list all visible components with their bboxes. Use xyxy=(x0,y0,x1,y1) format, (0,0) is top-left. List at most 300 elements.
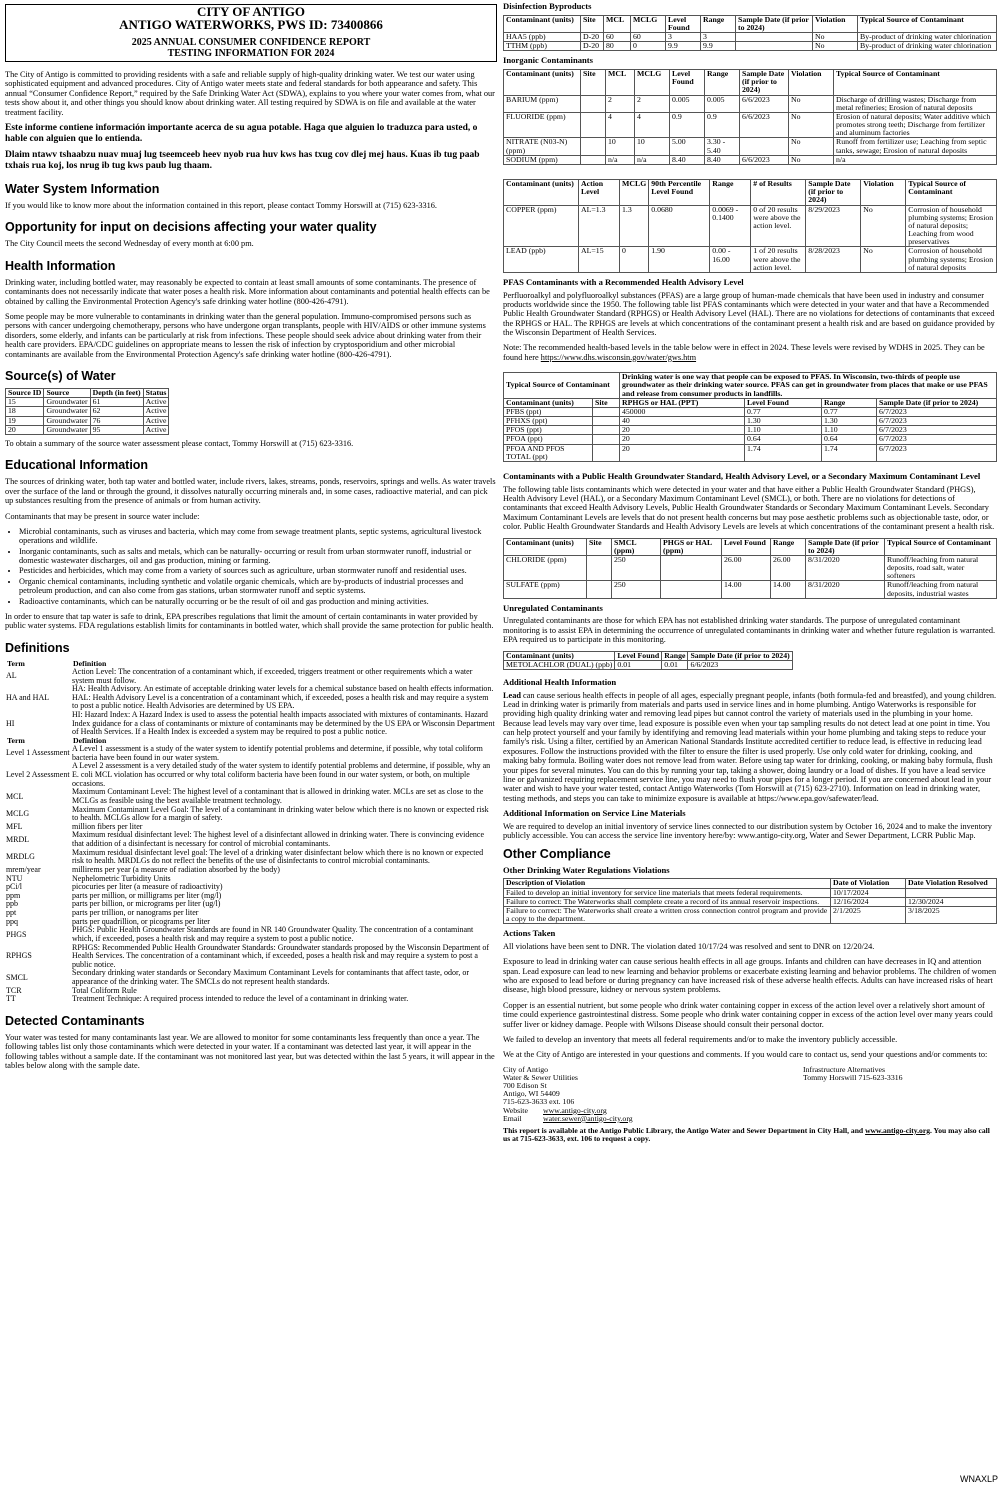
watermark: WNAXLP xyxy=(959,1473,998,1484)
column-header: Date of Violation xyxy=(831,879,906,888)
table-cell: 95 xyxy=(90,425,143,434)
table-cell: No xyxy=(789,138,834,155)
table-cell: 20 xyxy=(620,444,745,461)
inorganic-heading: Inorganic Contaminants xyxy=(503,55,594,66)
sources-note: To obtain a summary of the source water assessment please contact, Tommy Horswill at (715) 623-3316. xyxy=(5,438,354,448)
table-cell: 15 xyxy=(6,398,44,407)
lead-word: Lead xyxy=(503,690,521,700)
definition-row xyxy=(5,926,497,943)
disinfection-table xyxy=(503,15,997,52)
table-cell: By-product of drinking water chlorination xyxy=(858,42,997,51)
table-cell: 26.00 xyxy=(722,555,771,581)
table-cell: 6/6/2023 xyxy=(688,660,792,669)
table-cell: PFHXS (ppt) xyxy=(504,417,593,426)
table-cell: 61 xyxy=(90,398,143,407)
table-row xyxy=(504,138,997,155)
table-row xyxy=(504,906,997,923)
website-label: Website xyxy=(503,1105,528,1115)
table-cell: 60 xyxy=(604,33,631,42)
table-cell: 10 xyxy=(606,138,635,155)
table-cell: 8/28/2023 xyxy=(806,247,861,273)
table-cell: 0 xyxy=(631,42,666,51)
table-cell: No xyxy=(861,205,906,247)
table-cell: FLUORIDE (ppm) xyxy=(504,112,581,138)
column-header: Site xyxy=(581,15,604,32)
table-cell: 1.30 xyxy=(745,417,822,426)
table-cell: 0 of 20 results were above the action level. xyxy=(751,205,806,247)
table-cell: 1 of 20 results were above the action level. xyxy=(751,247,806,273)
table-cell: 19 xyxy=(6,416,44,425)
table-cell: 12/30/2024 xyxy=(906,897,997,906)
table-cell: 26.00 xyxy=(771,555,806,581)
table-cell: HAA5 (ppb) xyxy=(504,33,581,42)
definition-row xyxy=(5,685,497,711)
column-header: Level Found xyxy=(745,398,822,407)
water-system-text: If you would like to know more about the information contained in this report, please contact Tommy Horswill at (715) 623-3316. xyxy=(5,200,437,210)
footer-text-2: . You may also call us at 715-623-3633, ext. 106 to request a copy. xyxy=(503,1125,990,1144)
table-cell: 1.3 xyxy=(620,205,649,247)
email-link[interactable]: water.sewer@antigo-city.org xyxy=(543,1113,633,1123)
table-cell: 8/29/2023 xyxy=(806,205,861,247)
definition-row xyxy=(5,969,497,986)
table-row xyxy=(504,155,997,164)
water-system-heading: Water System Information xyxy=(5,181,160,196)
term-header: Term xyxy=(7,658,25,668)
table-cell: 1.10 xyxy=(822,426,877,435)
contact-block xyxy=(503,1066,997,1123)
table-cell xyxy=(740,138,789,155)
definition-text: parts per billion, or micrograms per liter (ug/l) xyxy=(72,899,221,909)
list-item: • Inorganic contaminants, such as salts and metals, which can be naturally- occurring or result from urban stormwater runoff, industrial or domestic wastewater discharges, oil and gas production, mining or farming. xyxy=(19,547,497,566)
lead-copper-table xyxy=(503,179,997,273)
definition-text: million fibers per liter xyxy=(72,821,143,831)
definition-header: Definition xyxy=(73,658,107,668)
inorganic-table xyxy=(503,69,997,165)
column-header: Site xyxy=(593,398,620,407)
table-cell xyxy=(593,426,620,435)
definition-text: Treatment Technique: A required process intended to reduce the level of a contaminant in drinking water. xyxy=(72,994,409,1004)
table-header-row xyxy=(504,651,793,660)
contact-line: 700 Edison St xyxy=(503,1081,547,1091)
column-header: Violation xyxy=(861,179,906,205)
column-header: MCLG xyxy=(631,15,666,32)
table-cell: 20 xyxy=(620,435,745,444)
table-cell: 8/31/2020 xyxy=(806,555,885,581)
table-cell: No xyxy=(813,42,858,51)
column-header: Level Found xyxy=(666,15,701,32)
violations-table xyxy=(503,878,997,924)
title-line-4: TESTING INFORMATION FOR 2024 xyxy=(167,48,335,59)
column-header: SMCL (ppm) xyxy=(612,538,661,555)
contact-line: City of Antigo xyxy=(503,1064,549,1074)
definition-term: ppt xyxy=(6,908,17,918)
table-cell: 3.30 - 5.40 xyxy=(705,138,740,155)
table-cell xyxy=(581,155,606,164)
table-cell: 0.005 xyxy=(670,95,705,112)
table-cell: Active xyxy=(143,416,169,425)
table-cell: 2 xyxy=(635,95,670,112)
table-cell: COPPER (ppm) xyxy=(504,205,579,247)
table-cell: Groundwater xyxy=(44,407,90,416)
table-cell: Runoff from fertilizer use; Leaching from septic tanks, sewage; Erosion of natural deposits xyxy=(834,138,997,155)
table-cell: 0.0680 xyxy=(649,205,710,247)
table-cell: Runoff/leaching from natural deposits, road salt, water softeners xyxy=(885,555,997,581)
table-cell: NITRATE (N03-N) (ppm) xyxy=(504,138,581,155)
table-header-row xyxy=(504,879,997,888)
definition-row xyxy=(5,995,497,1004)
table-cell: 6/7/2023 xyxy=(877,417,997,426)
table-cell: 8.40 xyxy=(670,155,705,164)
definition-term: MRDLG xyxy=(6,851,35,861)
table-cell: 1.10 xyxy=(745,426,822,435)
table-cell: 9.9 xyxy=(666,42,701,51)
column-header: Range xyxy=(701,15,736,32)
column-header: Violation xyxy=(813,15,858,32)
table-cell: Groundwater xyxy=(44,398,90,407)
right-column xyxy=(503,0,997,1150)
table-cell: 250 xyxy=(612,555,661,581)
column-header: Contaminant (units) xyxy=(504,538,587,555)
table-cell: 3 xyxy=(666,33,701,42)
table-cell: 80 xyxy=(604,42,631,51)
table-cell xyxy=(587,581,612,598)
table-cell: 1.74 xyxy=(822,444,877,461)
column-header: Date Violation Resolved xyxy=(906,879,997,888)
definition-text: Maximum Contaminant Level: The highest level of a contaminant that is allowed in drinking water. MCLs are set as close to the MCLGs as feasible using the best available treatment technology. xyxy=(72,787,484,805)
column-header: RPHGS or HAL (PPT) xyxy=(620,398,745,407)
table-cell xyxy=(906,888,997,897)
table-cell: No xyxy=(789,112,834,138)
definition-term: Level 1 Assessment xyxy=(6,748,70,758)
table-cell: PFOA (ppt) xyxy=(504,435,593,444)
column-header: Site xyxy=(581,70,606,96)
contact-left xyxy=(503,1066,803,1123)
table-cell: 0.77 xyxy=(745,407,822,416)
phgs-table xyxy=(503,538,997,599)
table-cell: D-20 xyxy=(581,42,604,51)
definition-text: A Level 2 assessment is a very detailed study of the water system to identify potential problems and determine, if possible, why an E. coli MCL violation has occurred or why total coliform bacteria have been found in our water system, or both, on multiple occasions. xyxy=(72,761,491,788)
definition-text: Maximum Contaminant Level Goal: The level of a contaminant in drinking water below which there is no known or expected risk to health. MCLGs allow for a margin of safety. xyxy=(72,804,489,823)
definitions-heading: Definitions xyxy=(5,640,70,655)
column-header: MCL xyxy=(606,70,635,96)
definition-term: mrem/year xyxy=(6,864,41,874)
table-cell: 8.40 xyxy=(705,155,740,164)
table-cell: 20 xyxy=(620,426,745,435)
table-cell xyxy=(581,138,606,155)
column-header: Sample Date (if prior to 2024) xyxy=(806,179,861,205)
table-cell: 0.9 xyxy=(705,112,740,138)
column-header: Sample Date (if prior to 2024) xyxy=(806,538,885,555)
health-paragraph-2: Some people may be more vulnerable to contaminants in drinking water than the general population. Immuno-compromised persons such as persons with cancer undergoing chemotherapy, persons who have undergone organ transplants, people with HIV/AIDS or other immune systems disorders, some elderly, and infants can be particularly at risk from infections. These people should seek advice about drinking water from their health care providers. EPA/CDC guidelines on appropriate means to lessen the risk of infection by cryptosporidium and other microbial contaminants are available from the Environmental Protection Agency's safe drinking water hotline (800-426-4791). xyxy=(5,312,486,359)
table-cell: AL=1.3 xyxy=(579,205,620,247)
table-cell xyxy=(661,581,722,598)
pfas-paragraph-2 xyxy=(503,343,997,362)
table-cell: Active xyxy=(143,398,169,407)
table-cell: 10 xyxy=(635,138,670,155)
definition-row xyxy=(5,849,497,866)
unregulated-table xyxy=(503,651,793,670)
definition-row xyxy=(5,788,497,805)
column-header: Contaminant (units) xyxy=(504,15,581,32)
pfas-paragraph-1: Perfluoroalkyl and polyfluoroalkyl substances (PFAS) are a large group of human-made chemicals that have been used in industry and consumer products worldwide since the 1950. The following table list PFAS contaminants which were detected in your water and that have a Recommended Public Health Groundwater Standard (RPHGS) or Health Advisory Level (HAL). There are no violations for detections of contaminants that exceed the RPHGS or HAL. The RPHGS are levels at which concentrations of the contaminant present a health risk and are based on guidance provided by the Wisconsin Department of Health Services. xyxy=(503,290,995,338)
table-cell: 14.00 xyxy=(722,581,771,598)
definition-text: HA: Health Advisory. An estimate of acceptable drinking water levels for a chemical substance based on health effects information. HAL: Health Advisory Level is a concentration of a contaminant which, if exceeded, poses a health risk and may require a system to post a public notice. Health Advisories are determined by US EPA. xyxy=(72,684,494,711)
table-row xyxy=(6,416,169,425)
phgs-text: The following table lists contaminants which were detected in your water and that have either a Public Health Groundwater Standard (PHGS), Health Advisory Level (HAL), or a Secondary Maximum Contaminant Level (SMCL), or both. There are no violations for detections of contaminants that exceed Health Advisory Levels, Public Health Groundwater Standards or Secondary Maximum Contaminant Levels. Secondary Maximum Contaminant Levels are levels that do not present health concerns but may pose aesthetic problems such as objectionable taste, odor, or color. Public Health Groundwater Standards and Health Advisory Levels are levels at which concentrations of the contaminant present a health risk. xyxy=(503,484,995,532)
table-cell: No xyxy=(789,95,834,112)
table-cell: Failed to develop an initial inventory for service line materials that meets federal requirements. xyxy=(504,888,831,897)
definition-row xyxy=(5,944,497,970)
table-cell: 1.90 xyxy=(649,247,710,273)
column-header: Contaminant (units) xyxy=(504,398,593,407)
table-cell: 20 xyxy=(6,425,44,434)
table-cell: Corrosion of household plumbing systems; Erosion of natural deposits xyxy=(906,247,997,273)
definition-term: MCLG xyxy=(6,808,30,818)
table-cell: Failure to correct: The Waterworks shall complete create a record of its annual reservoir inspections. xyxy=(504,897,831,906)
column-header: PHGS or HAL (ppm) xyxy=(661,538,722,555)
definition-term: MRDL xyxy=(6,834,30,844)
table-row xyxy=(6,425,169,434)
table-cell: 0.0069 - 0.1400 xyxy=(710,205,751,247)
actions-paragraph-1: All violations have been sent to DNR. The violation dated 10/17/24 was resolved and sent to DNR on 12/20/24. xyxy=(503,941,875,951)
educational-heading: Educational Information xyxy=(5,458,149,473)
website-link[interactable]: www.antigo-city.org xyxy=(543,1105,607,1115)
title-line-3: 2025 ANNUAL CONSUMER CONFIDENCE REPORT xyxy=(131,37,371,48)
table-cell: No xyxy=(861,247,906,273)
column-header: Typical Source of Contaminant xyxy=(834,70,997,96)
table-cell: 62 xyxy=(90,407,143,416)
table-cell: TTHM (ppb) xyxy=(504,42,581,51)
table-cell: 60 xyxy=(631,33,666,42)
service-line-text: We are required to develop an initial inventory of service lines connected to our distribution system by October 16, 2024 and to make the inventory publicly accessible. You can access the service line inventory here/by: www.antigo-city.org, Water and Sewer Department, LCRR Public Map. xyxy=(503,821,992,841)
contact-right xyxy=(803,1066,997,1123)
dhs-link[interactable]: https://www.dhs.wisconsin.gov/water/gws.htm xyxy=(540,352,697,362)
term-header: Term xyxy=(7,735,25,745)
definition-term: pCi/l xyxy=(6,882,23,892)
definition-text: A Level 1 assessment is a study of the water system to identify potential problems and determine, if possible, why total coliform bacteria have been found in our water system. xyxy=(72,744,483,762)
pfas-source-row xyxy=(504,373,997,399)
table-cell xyxy=(736,42,813,51)
list-item: • Organic chemical contaminants, including synthetic and volatile organic chemicals, which are by-products of industrial processes and petroleum production, and can also come from gas stations, urban stormwater runoff and septic systems. xyxy=(19,577,497,596)
column-header: Source xyxy=(44,389,90,398)
table-row xyxy=(504,205,997,247)
definition-term: Level 2 Assessment xyxy=(6,770,70,780)
pfas-source-text: Drinking water is one way that people can be exposed to PFAS. In Wisconsin, two-thirds of people use groundwater as their drinking water source. PFAS can get in groundwater from places that make or use PFAS and release from consumer products in landfills. xyxy=(620,373,997,399)
table-row xyxy=(6,407,169,416)
table-row xyxy=(504,435,997,444)
unregulated-heading: Unregulated Contaminants xyxy=(503,602,603,613)
column-header: # of Results xyxy=(751,179,806,205)
definition-row xyxy=(5,668,497,685)
definition-row xyxy=(5,762,497,788)
definition-term: TT xyxy=(6,994,16,1004)
email-label: Email xyxy=(503,1113,522,1123)
table-cell: 6/6/2023 xyxy=(740,112,789,138)
column-header: Typical Source of Contaminant xyxy=(885,538,997,555)
table-cell: 1.74 xyxy=(745,444,822,461)
column-header: Description of Violation xyxy=(504,879,831,888)
column-header: Range xyxy=(771,538,806,555)
email-row xyxy=(503,1115,803,1123)
table-cell: 6/7/2023 xyxy=(877,407,997,416)
table-cell xyxy=(593,417,620,426)
table-header-row xyxy=(504,398,997,407)
lead-info-text: can cause serious health effects in people of all ages, especially pregnant people, infants (both formula-fed and breastfed), and young children. Lead in drinking water is primarily from materials and parts used in service lines and in home plumbing. Antigo Waterworks is responsible for providing high quality drinking water and removing lead pipes but cannot control the variety of materials used in the plumbing in your home. Because lead levels may vary over time, lead exposure is possible even when your tap sampling results do not detect lead at one point in time. You can help protect yourself and your family by identifying and removing lead materials within your home plumbing and taking steps to reduce your family's risk. Using a filter, certified by an American National Standards Institute accredited certifier to reduce lead, is effective in reducing lead exposures. Follow the instructions provided with the filter to ensure the filter is used properly. Use only cold water for drinking, cooking, and making baby formula. Boiling water does not remove lead from water. Before using tap water for drinking, cooking, or making baby formula, flush your pipes for several minutes. You can do this by running your tap, taking a shower, doing laundry or a load of dishes. If you have a lead service line or galvanized requiring replacement service line, you may need to flush your pipes for a longer period. If you are concerned about lead in your water and wish to have your water tested, contact Antigo Waterworks (Tom Horswill at (715) 623-2710). Information on lead in drinking water, testing methods, and steps you can take to minimize exposure is available at https://www.epa.gov/safewater/lead. xyxy=(503,690,997,803)
table-cell xyxy=(587,555,612,581)
column-header: Action Level xyxy=(579,179,620,205)
table-cell: BARIUM (ppm) xyxy=(504,95,581,112)
definition-term: HI xyxy=(6,718,15,728)
definition-text: parts per million, or milligrams per liter (mg/l) xyxy=(72,890,222,900)
table-cell: 10/17/2024 xyxy=(831,888,906,897)
table-cell: PFOS (ppt) xyxy=(504,426,593,435)
definition-term: RPHGS xyxy=(6,951,32,961)
actions-paragraph-3: Copper is an essential nutrient, but some people who drink water containing copper in excess of the action level over a relatively short amount of time could experience gastrointestinal distress. Some people who drink water containing copper in excess of the action level over many years could suffer liver or kidney damage. People with Wilsons Disease should consult their personal doctor. xyxy=(503,1000,993,1029)
definition-term: AL xyxy=(6,671,17,681)
definition-text: parts per quadrillion, or picograms per liter xyxy=(72,916,210,926)
table-cell: 6/7/2023 xyxy=(877,435,997,444)
table-cell: 0.77 xyxy=(822,407,877,416)
column-header: Typical Source of Contaminant xyxy=(858,15,997,32)
table-row xyxy=(504,660,793,669)
definition-term: MFL xyxy=(6,821,23,831)
definition-term: HA and HAL xyxy=(6,692,50,702)
table-cell: 2 xyxy=(606,95,635,112)
table-cell: 250 xyxy=(612,581,661,598)
table-cell: 6/6/2023 xyxy=(740,95,789,112)
sources-table xyxy=(5,388,169,435)
table-cell: 0 xyxy=(620,247,649,273)
table-cell: 1.30 xyxy=(822,417,877,426)
column-header: Sample Date (if prior to 2024) xyxy=(740,70,789,96)
table-cell: 0.01 xyxy=(662,660,688,669)
opportunity-heading: Opportunity for input on decisions affecting your water quality xyxy=(5,220,377,235)
definition-row xyxy=(5,745,497,762)
table-row xyxy=(504,112,997,138)
definition-term: PHGS xyxy=(6,929,27,939)
table-header-row xyxy=(504,179,997,205)
definition-row xyxy=(5,711,497,737)
additional-health-text xyxy=(503,691,997,804)
detected-heading: Detected Contaminants xyxy=(5,1013,145,1028)
definition-text: Action Level: The concentration of a contaminant which, if exceeded, triggers treatment or other requirements which a water system must follow. xyxy=(72,666,473,685)
table-cell: 9.9 xyxy=(701,42,736,51)
violations-subheading: Other Drinking Water Regulations Violations xyxy=(503,864,670,875)
table-row xyxy=(504,888,997,897)
detected-text: Your water was tested for many contaminants last year. We are allowed to monitor for some contaminants less frequently than once a year. The following tables list only those contaminants which were detected in your water. If a contaminant was detected last year, it will appear in the following tables without a sample date. If the contaminant was not monitored last year, but was detected within the last 5 years, it will appear in the tables below along with the sample date. xyxy=(5,1033,495,1071)
health-heading: Health Information xyxy=(5,258,116,273)
left-column xyxy=(5,0,497,1077)
table-cell: PFOA AND PFOS TOTAL (ppt) xyxy=(504,444,593,461)
table-cell: AL=15 xyxy=(579,247,620,273)
table-cell xyxy=(593,435,620,444)
definitions-table xyxy=(5,660,497,1004)
column-header: Range xyxy=(705,70,740,96)
table-cell: 18 xyxy=(6,407,44,416)
table-cell: n/a xyxy=(606,155,635,164)
table-header-row xyxy=(504,70,997,96)
table-cell xyxy=(593,444,620,461)
table-cell: 12/16/2024 xyxy=(831,897,906,906)
contact-line: Antigo, WI 54409 xyxy=(503,1089,560,1099)
educational-paragraph-2: Contaminants that may be present in source water include: xyxy=(5,511,200,521)
table-cell: 3/18/2025 xyxy=(906,906,997,923)
definition-text: Secondary drinking water standards or Secondary Maximum Contaminant Levels for contaminants that affect taste, odor, or appearance of the drinking water. The SMCLs do not represent health standards. xyxy=(72,968,469,987)
column-header: Depth (in feet) xyxy=(90,389,143,398)
column-header: MCL xyxy=(604,15,631,32)
contact-line: 715-623-3633 ext. 106 xyxy=(503,1097,575,1107)
column-header: Sample Date (if prior to 2024) xyxy=(736,15,813,32)
definition-text: millirems per year (a measure of radiation absorbed by the body) xyxy=(72,864,280,874)
table-cell: PFBS (ppt) xyxy=(504,407,593,416)
table-cell: 3 xyxy=(701,33,736,42)
phgs-heading: Contaminants with a Public Health Groundwater Standard, Health Advisory Level, or a Secondary Maximum Contaminant Level xyxy=(503,470,981,481)
column-header: Sample Date (if prior to 2024) xyxy=(688,651,792,660)
table-cell xyxy=(581,112,606,138)
table-row xyxy=(504,42,997,51)
table-cell: METOLACHLOR (DUAL) (ppb) xyxy=(504,660,615,669)
table-header-row xyxy=(504,15,997,32)
footer-link[interactable]: www.antigo-city.org xyxy=(865,1125,931,1135)
contractor-contact: Tommy Horswill 715-623-3316 xyxy=(803,1072,903,1082)
table-cell xyxy=(581,95,606,112)
title-line-1: CITY OF ANTIGO xyxy=(196,4,306,19)
intro-paragraph: The City of Antigo is committed to providing residents with a safe and reliable supply of high-quality drinking water. We test our water using sophisticated equipment and advanced procedures. City of Antigo water meets state and federal standards for both appearance and safety. This annual “Consumer Confidence Report,” required by the Safe Drinking Water Act (SDWA), explains to you where your water comes from, what our tests show about it, and other things you should know about drinking water. All testing required by SDWA is on file and available at the water treatment facility. xyxy=(5,70,495,117)
column-header: Source ID xyxy=(6,389,44,398)
definition-text: Total Coliform Rule xyxy=(72,985,137,995)
column-header: Contaminant (units) xyxy=(504,651,615,660)
educational-paragraph-1: The sources of drinking water, both tap water and bottled water, include rivers, lakes, streams, ponds, reservoirs, springs and wells. As water travels over the surface of the land or through the ground, it dissolves naturally occurring minerals and, in some cases, radioactive material, and can pick up substances resulting from the presence of animals or from human activity. xyxy=(5,477,496,506)
definition-text: Maximum residual disinfectant level goal: The level of a drinking water disinfectant below which there is no known or expected risk to health. MRDLGs do not reflect the benefits of the use of disinfectants to control microbial contaminants. xyxy=(72,847,484,866)
footer-text: This report is available at the Antigo Public Library, the Antigo Water and Sewer Department in City Hall, and xyxy=(503,1125,864,1135)
definition-row xyxy=(5,806,497,823)
pfas-source-label: Typical Source of Contaminant xyxy=(504,373,620,399)
table-cell: No xyxy=(789,155,834,164)
table-cell: 5.00 xyxy=(670,138,705,155)
health-paragraph-1: Drinking water, including bottled water, may reasonably be expected to contain at least small amounts of some contaminants. The presence of contaminants does not necessarily indicate that water poses a health risk. More information about contaminants and potential health effects can be obtained by calling the Environmental Protection Agency's safe drinking water hotline (800-426-4791). xyxy=(5,277,490,306)
table-cell: 0.64 xyxy=(822,435,877,444)
table-row xyxy=(504,555,997,581)
column-header: Range xyxy=(710,179,751,205)
definition-term: MCL xyxy=(6,791,24,801)
opportunity-text: The City Council meets the second Wednesday of every month at 6:00 pm. xyxy=(5,239,254,249)
column-header: Contaminant (units) xyxy=(504,179,579,205)
definition-text: RPHGS: Recommended Public Health Groundwater Standards: Groundwater standards proposed by the Wisconsin Department of Health Services. The concentration of a contaminant which, if exceeded, poses a health risk and may require a system to post a public notice. xyxy=(72,942,490,969)
definition-term: NTU xyxy=(6,873,23,883)
table-cell: Active xyxy=(143,407,169,416)
table-cell: No xyxy=(813,33,858,42)
table-cell: Erosion of natural deposits; Water additive which promotes strong teeth; Discharge from fertilizer and aluminum factories xyxy=(834,112,997,138)
table-cell: 76 xyxy=(90,416,143,425)
table-cell: 450000 xyxy=(620,407,745,416)
column-header: Sample Date (if prior to 2024) xyxy=(877,398,997,407)
list-item: • Radioactive contaminants, which can be naturally occurring or be the result of oil and gas production and mining activities. xyxy=(19,597,497,606)
educational-paragraph-3: In order to ensure that tap water is safe to drink, EPA prescribes regulations that limit the amount of certain contaminants in water provided by public water systems. FDA regulations establish limits for contaminants in bottled water, which shall provide the same protection for public health. xyxy=(5,611,494,631)
definition-text: picocuries per liter (a measure of radioactivity) xyxy=(72,882,223,892)
table-cell: 6/6/2023 xyxy=(740,155,789,164)
contractor-name: Infrastructure Alternatives xyxy=(803,1064,886,1074)
spanish-notice: Este informe contiene información importante acerca de su agua potable. Haga que alguien lo traduzca para usted, o hable con alguien que lo entienda. xyxy=(5,122,478,144)
definition-term: SMCL xyxy=(6,972,28,982)
definition-term: ppq xyxy=(6,916,18,926)
table-header-row xyxy=(504,538,997,555)
table-cell: SODIUM (ppm) xyxy=(504,155,581,164)
table-cell xyxy=(736,33,813,42)
column-header: Level Found xyxy=(722,538,771,555)
other-compliance-heading: Other Compliance xyxy=(503,846,611,861)
table-cell: Active xyxy=(143,425,169,434)
column-header: Typical Source of Contaminant xyxy=(906,179,997,205)
